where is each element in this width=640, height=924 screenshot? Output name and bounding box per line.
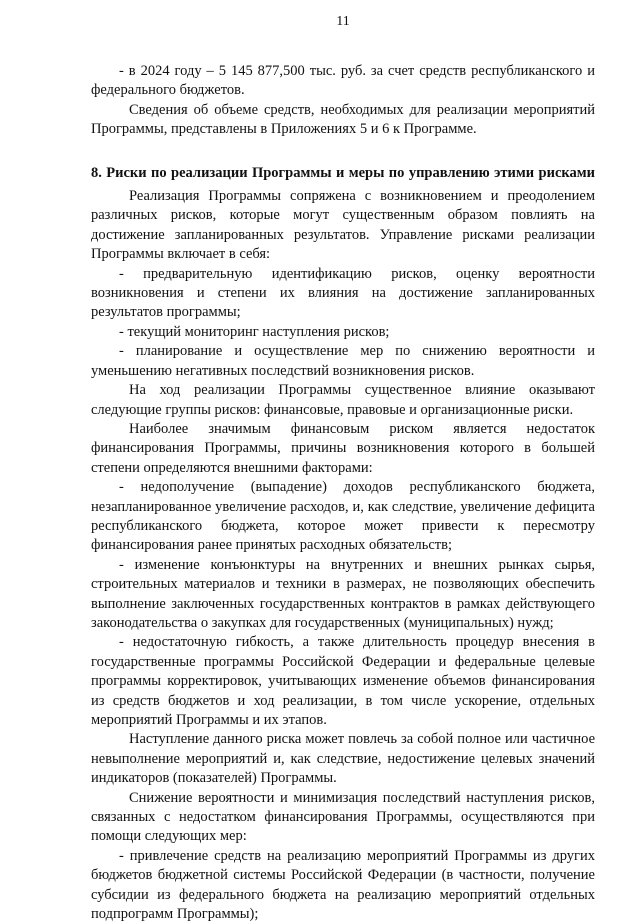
page-number: 11 <box>336 14 350 29</box>
funding-attraction-bullet: - привлечение средств на реализацию мероприятий Программы из других бюджетов бюджетной системы Российской Федерации (в частности, получение субсидии из федерального бюджета на реализацию мероприятий отдельных подпрограмм Программы); <box>91 847 595 923</box>
financial-risk-paragraph: Наиболее значимым финансовым риском является недостаток финансирования Программы, причины возникновения которого в большей степени определяются внешними факторами: <box>91 420 595 476</box>
risk-monitoring-bullet: - текущий мониторинг наступления рисков; <box>119 323 390 340</box>
risk-intro-paragraph: Реализация Программы сопряжена с возникновением и преодолением различных рисков, которые могут существенным образом повлиять на достижение запланированных результатов. Управление рисками реализации Программы включает в себя: <box>91 188 595 263</box>
risk-mitigation-paragraph: Снижение вероятности и минимизация последствий наступления рисков, связанных с недостатком финансирования Программы, осуществляются при помощи следующих мер: <box>91 789 595 845</box>
risk-consequence-paragraph: Наступление данного риска может повлечь за собой полное или частичное невыполнение мероприятий и, как следствие, недостижение целевых значений индикаторов (показателей) Программы. <box>91 731 595 787</box>
funding-info-paragraph: Сведения об объеме средств, необходимых для реализации мероприятий Программы, представлены в Приложениях 5 и 6 к Программе. <box>91 101 595 138</box>
market-conditions-bullet: - изменение конъюнктуры на внутренних и внешних рынках сырья, строительных материалов и техники в размерах, не позволяющих обеспечить выполнение заключенных государственных контрактов в рамках действующего законодательства о закупках для государственных (муниципальных) нужд; <box>91 556 595 631</box>
section-heading: 8. Риски по реализации Программы и меры по управлению этими рисками <box>91 164 595 181</box>
budget-2024-bullet: - в 2024 году – 5 145 877,500 тыс. руб. за счет средств республиканского и федерального бюджетов. <box>91 63 595 99</box>
document-page <box>91 14 595 924</box>
procedure-flexibility-bullet: - недостаточную гибкость, а также длительность процедур внесения в государственные программы Российской Федерации и федеральные целевые программы корректировок, учитывающих изменение объемов финансирования из средств бюджетов и ход реализации, в том числе ускорение, отдельных мероприятий Программы и их этапов. <box>91 634 595 728</box>
risk-identification-bullet: - предварительную идентификацию рисков, оценку вероятности возникновения и степени их влияния на достижение запланированных результатов программы; <box>91 265 595 321</box>
risk-groups-paragraph: На ход реализации Программы существенное влияние оказывают следующие группы рисков: финансовые, правовые и организационные риски. <box>91 382 595 418</box>
risk-planning-bullet: - планирование и осуществление мер по снижению вероятности и уменьшению негативных последствий возникновения рисков. <box>91 343 595 379</box>
revenue-shortfall-bullet: - недополучение (выпадение) доходов республиканского бюджета, незапланированное увеличение расходов, и, как следствие, увеличение дефицита республиканского бюджета, которое может привести к пересмотру финансирования ранее принятых расходных обязательств; <box>91 479 595 554</box>
